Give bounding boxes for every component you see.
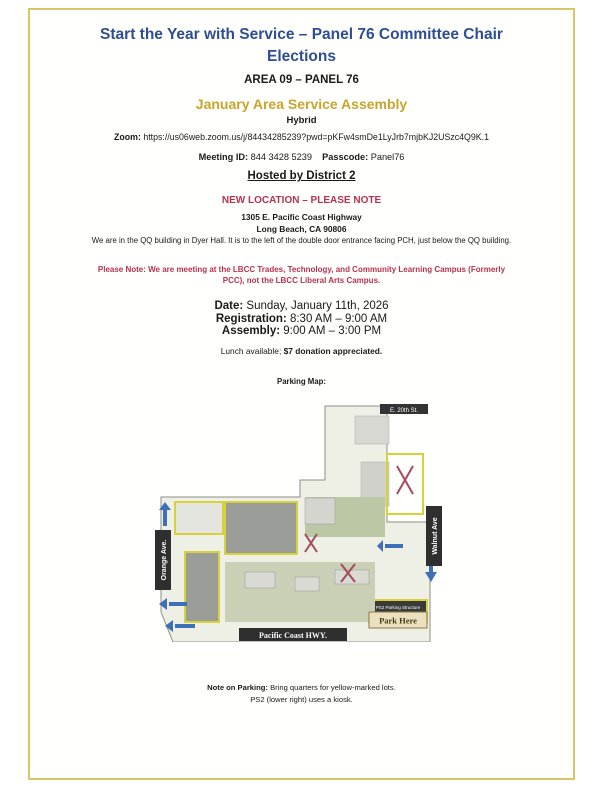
parking-note-text: Bring quarters for yellow-marked lots. (270, 683, 396, 692)
orange-ave-label: Orange Ave. (161, 539, 168, 581)
meeting-id-label: Meeting ID: (198, 152, 249, 162)
flyer-title (30, 24, 573, 68)
walnut-ave-label: Walnut Ave (432, 517, 439, 555)
lot-northeast (387, 454, 423, 514)
flyer-frame (28, 8, 575, 780)
meeting-credentials (30, 152, 573, 162)
parking-note (30, 682, 573, 706)
lot-north-center (225, 502, 297, 554)
zoom-line (30, 132, 573, 142)
registration-label: Registration: (215, 312, 287, 325)
parking-map-label: Parking Map: (277, 377, 326, 386)
pch-label: Pacific Coast HWY. (259, 631, 327, 640)
address-city: Long Beach, CA 90806 (256, 224, 347, 234)
event-format: Hybrid (286, 115, 317, 126)
event-name: January Area Service Assembly (195, 96, 408, 112)
lunch-donation: $7 donation appreciated. (283, 346, 383, 356)
assembly-label: Assembly: (221, 325, 281, 337)
zoom-label: Zoom: (114, 132, 141, 142)
campus-note: Please Note: We are meeting at the LBCC Trades, Technology, and Community Learning Campus (Formerly PCC), not the LBCC Liberal Arts Campus. (97, 265, 506, 285)
passcode-label: Passcode: (322, 152, 369, 162)
schedule-block (30, 300, 573, 338)
zoom-link[interactable]: https://us06web.zoom.us/j/84434285239?pwd=pKFw4smDe1LyJrb7mjbKJ2USzc4Q9K.1 (143, 132, 489, 142)
new-location-notice: NEW LOCATION – PLEASE NOTE (221, 195, 382, 206)
lunch-line (30, 346, 573, 356)
date-label: Date: (214, 300, 244, 312)
event-date: Sunday, January 11th, 2026 (246, 300, 389, 312)
parking-note-kiosk: PS2 (lower right) uses a kiosk. (250, 695, 353, 704)
closed-lot-x-icon (397, 466, 413, 494)
meeting-id: 844 3428 5239 (250, 152, 312, 162)
lot-northwest (175, 502, 223, 534)
parking-note-label: Note on Parking: (207, 683, 268, 692)
title-line-1: Start the Year with Service – Panel 76 Committee Chair (100, 26, 503, 43)
lot-west (185, 552, 219, 622)
e20-street-label: E. 20th St. (389, 408, 419, 414)
ps2-label: PS2 Parking Structure (375, 605, 421, 610)
area-panel-heading: AREA 09 – PANEL 76 (244, 74, 359, 86)
location-directions: We are in the QQ building in Dyer Hall. It is to the left of the double door entrance facing PCH, just below the QQ building. (91, 236, 512, 245)
assembly-time: 9:00 AM – 3:00 PM (283, 325, 382, 337)
address-street: 1305 E. Pacific Coast Highway (241, 212, 362, 222)
passcode: Panel76 (370, 152, 405, 162)
hosted-by: Hosted by District 2 (247, 170, 356, 182)
lunch-text: Lunch available; (220, 346, 282, 356)
registration-time: 8:30 AM – 9:00 AM (289, 312, 388, 325)
park-here-label: Park Here (379, 615, 417, 626)
parking-map (155, 402, 444, 642)
title-line-2: Elections (267, 48, 336, 65)
